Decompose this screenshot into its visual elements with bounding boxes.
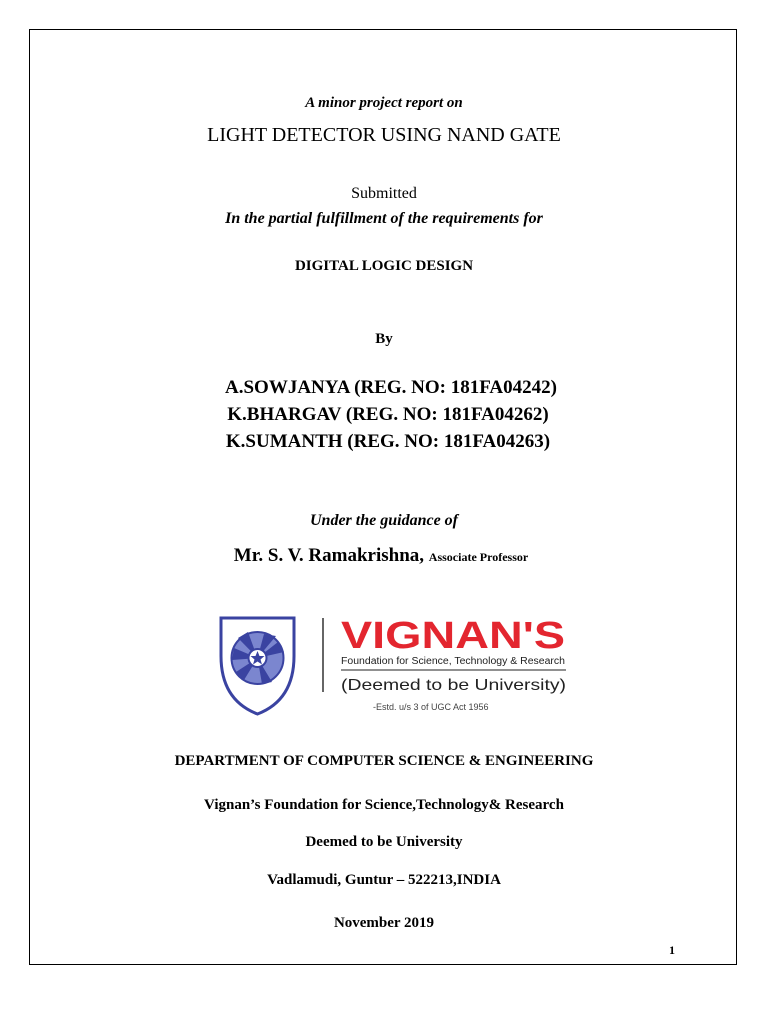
guide-designation: Associate Professor bbox=[428, 550, 529, 564]
page-number: 1 bbox=[669, 943, 675, 957]
vignan-logo bbox=[218, 612, 570, 716]
guide-line bbox=[0, 545, 765, 567]
student-name: K.BHARGAV (REG. NO: 181FA04262) bbox=[227, 404, 549, 425]
student-name: K.SUMANTH (REG. NO: 181FA04263) bbox=[225, 431, 551, 452]
logo-name: VIGNAN'S bbox=[341, 615, 565, 657]
page-border bbox=[29, 29, 737, 965]
course-name: DIGITAL LOGIC DESIGN bbox=[294, 258, 474, 274]
submitted-label: Submitted bbox=[351, 185, 417, 202]
logo-estd: -Estd. u/s 3 of UGC Act 1956 bbox=[373, 702, 489, 712]
deemed-university: Deemed to be University bbox=[305, 834, 463, 850]
address: Vadlamudi, Guntur – 522213,INDIA bbox=[267, 872, 501, 888]
guide-name: Mr. S. V. Ramakrishna, bbox=[233, 545, 425, 566]
submission-date: November 2019 bbox=[333, 915, 435, 931]
vignan-emblem-icon bbox=[221, 618, 294, 714]
project-title: LIGHT DETECTOR USING NAND GATE bbox=[207, 124, 561, 146]
by-label: By bbox=[375, 331, 393, 347]
fulfillment-text: In the partial fulfillment of the requirements for bbox=[225, 210, 543, 227]
student-name: A.SOWJANYA (REG. NO: 181FA04242) bbox=[225, 377, 557, 398]
institution-name: Vignan’s Foundation for Science,Technology& Research bbox=[204, 797, 564, 813]
logo-tagline: Foundation for Science, Technology & Research bbox=[341, 656, 565, 667]
report-label: A minor project report on bbox=[305, 95, 463, 111]
logo-deemed: (Deemed to be University) bbox=[341, 677, 566, 694]
department-name: DEPARTMENT OF COMPUTER SCIENCE & ENGINEERING bbox=[174, 753, 594, 769]
guidance-label: Under the guidance of bbox=[310, 512, 458, 529]
